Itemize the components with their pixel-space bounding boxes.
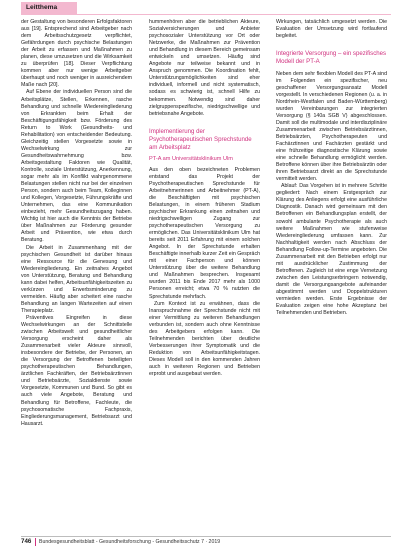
section-heading: Implementierung der Psychotherapeutischen Sprechstunde am Arbeitsplatz	[149, 127, 252, 152]
footer-separator	[35, 538, 36, 546]
paragraph: der Gestaltung von besonderen Erfolgsfaktoren aus [19]. Entsprechend sind Arbeitgeber nach dem Arbeitsschutzgesetz verpflichtet, Gefährdungen durch psychische Belastungen der Arbeit zu erfassen und Maßnahmen zu planen, diese umzusetzen und die Wirksamkeit zu überprüfen [18]. Dieser Verpflichtung kommen aber nur wenige Arbeitgeber überhaupt und noch weniger in ausreichendem Maße nach [20].	[21, 19, 132, 89]
footer-rule	[21, 536, 391, 537]
paragraph: Neben dem sehr flexiblen Modell des PT-A sind im Folgenden ein spezifischer, neu geschaffener Versorgungsansatz Modell vorgestellt. In verschiedenen Regionen (u. a. in Nordrhein-Westfalen und Baden-Württemberg) wurden Vereinbarungen zur integrierten Versorgung (§ 140a SGB V) abgeschlossen. Damit soll die multimodale und interdisziplinäre Zusammenarbeit zwischen Betriebsärztinnen, Betriebsärzten, Psychotherapeuten und Fachärztinnen und Fachärzten gestärkt und eine frühzeitige diagnostische Klärung sowie eine schnelle Behandlung ermöglicht werden. Betroffene können über ihre Betriebsärztin oder ihren Betriebsarzt direkt an die Sprechstunde vermittelt werden.	[276, 70, 387, 183]
paragraph: Ablauf: Das Vorgehen ist in mehrere Schritte gegliedert: Nach einem Erstgespräch zur Klärung des Anliegens erfolgt eine ausführliche Diagnostik. Danach wird gemeinsam mit den Betroffenen ein Behandlungsplan erstellt, der sowohl ambulante Psychotherapie als auch weitere Maßnahmen wie stufenweise Wiedereingliederung umfassen kann. Zur Nachhaltigkeit werden nach Abschluss der Behandlung Follow-up-Termine angeboten. Die Zusammenarbeit mit den Betrieben erfolgt nur mit ausdrücklicher Zustimmung der Betroffenen. Zugleich ist eine enge Vernetzung zwischen den Leistungserbringern notwendig, damit die Versorgungsangebote aufeinander abgestimmt werden und Doppelstrukturen vermieden werden. Erste Ergebnisse der Evaluation zeigen eine hohe Akzeptanz bei Teilnehmenden und Betrieben.	[276, 183, 387, 317]
paragraph: hummenhören aber die betrieblichen Akteure, Sozialversicherungen und Anbieter psychosozialer Unterstützung vor Ort oder Netzwerke, die Maßnahmen zur Prävention und Behandlung in diesem Bereich gemeinsam entwickeln und umsetzen. Häufig sind Angebote nur teilweise bekannt und in Anspruch genommen. Die Koordination fehlt, Unterstützungsmöglichkeiten sind eher individuell, informell und nicht systematisch, sodass es schwierig ist, schnell Hilfe zu bekommen. Notwendig sind daher zielgruppenspezifische, niedrigschwellige und betriebsnahe Angebote.	[149, 19, 260, 117]
paragraph: Auf Ebene der individuellen Person sind die Arbeitsplätze, Stellen, Erkennen, rasche Behandlung und schnelle Wiedereingliederung von Erkrankten beim Erhalt der Beschäftigungsfähigkeit bzw. Förderung des Return to Work (Gesundheits- und Rehabilitation) von entscheidender Bedeutung. Gleichzeitig stellen Vorgesetzte sowie in Wechselwirkung zur Gesundheitswahrnehmung bzw. Arbeitsgestaltung Faktoren wie Qualität, Kontrolle, soziale Unterstützung, Anerkennung, sogar mehr als im Konflikt wahrgenommene Belastungen stellen nicht nur bei der einzelnen Person, sondern auch beim Team, Kolleginnen und Kollegen, Vorgesetzte, Führungskräfte und Unternehmen, das eine Kommunikation einbezieht, mehr Gesundheitszugang haben. Wichtig ist hier auch die Kenntnis der Betriebe über Maßnahmen zur Förderung gesunder Arbeit und Prävention, wie etwa durch Beratung.	[21, 89, 132, 244]
paragraph: Präventives Eingreifen in diese Wechselwirkungen an der Schnittstelle zwischen Arbeitswelt und gesundheitlicher Versorgung erscheint daher als Zusammenarbeit vieler Akteure sinnvoll, insbesondere der Betriebe, der Personen, an die Versorgung der Betroffenen beteiligten psychotherapeutischen Behandlungen, ärztlichen Fachkräften, der Betriebsärztinnen und Betriebsärzte, Sozialdienste sowie Vorgesetzte, Kommunen und Bund. So gibt es auch viele Angebote, Beratung und Behandlung für Betroffene, Fachleute, die psychosomatische Fachpraxis, Eingliederungsmanagement, Betriebsarzt und Hausarzt.	[21, 314, 132, 427]
section-heading: Integrierte Versorgung – ein spezifisches Modell der PT-A	[276, 50, 387, 66]
paragraph: Die Arbeit in Zusammenhang mit der psychischen Gesundheit ist darüber hinaus eine Ressource für die Genesung und Wiedereingliederung. Ein zeitnahes Angebot von Unterstützung, Beratung und Behandlung kann dabei helfen, Arbeitsunfähigkeitszeiten zu verkürzen und Erwerbsminderung zu vermeiden. Häufig aber scheitert eine rasche Behandlung an langen Wartezeiten auf einen Therapieplatz.	[21, 244, 132, 314]
text-column-2	[149, 19, 260, 528]
page-number: 746	[21, 538, 32, 545]
paragraph: Aus den oben bezeichneten Problemen entstand das Projekt der Psychotherapeutischen Sprechstunde für Arbeitnehmerinnen und Arbeitnehmer (PT-A), die Beschäftigten mit psychischen Belastungen, in einem früheren Stadium psychischer Erkrankung einen zeitnahen und niedrigschwelligen Zugang zur psychotherapeutischen Versorgung zu ermöglichen. Das Universitätsklinikum Ulm hat bereits seit 2011 Erfahrung mit einem solchen Angebot. In der Sprechstunde erhalten Beschäftigte innerhalb kurzer Zeit ein Gespräch mit einer Fachperson und können Unterstützung über die weitere Behandlung und Maßnahmen besprechen. Insgesamt wurden 2011 bis Ende 2017 mehr als 1000 Personen erreicht; etwa 70 % nutzten die Sprechstunde mehrfach.	[149, 166, 260, 300]
text-column-1	[21, 19, 132, 528]
subsection-heading: PT-A am Universitätsklinikum Ulm	[149, 156, 233, 163]
section-label: Leitthema	[26, 4, 58, 11]
paragraph: Wirkungen, tatsächlich umgesetzt werden. Die Evaluation der Umsetzung wird fortlaufend begleitet.	[276, 19, 387, 40]
header-rule	[21, 14, 391, 15]
journal-citation: Bundesgesundheitsblatt - Gesundheitsforschung - Gesundheitsschutz 7 · 2019	[39, 539, 221, 545]
text-column-3	[276, 19, 387, 528]
paragraph: Zum Kontext ist zu erwähnen, dass die Inanspruchnahme der Sprechstunde nicht mit einer Vermittlung zu weiteren Behandlungen verbunden ist, sondern auch ohne Kenntnisse des Arbeitgebers erfolgen kann. Die Teilnehmenden berichten über deutliche Verbesserungen ihrer Symptomatik und die Reduktion von Arbeitsunfähigkeitstagen. Dieses Modell soll in den kommenden Jahren auch in weiteren Regionen und Betrieben erprobt und ausgebaut werden.	[149, 300, 260, 378]
